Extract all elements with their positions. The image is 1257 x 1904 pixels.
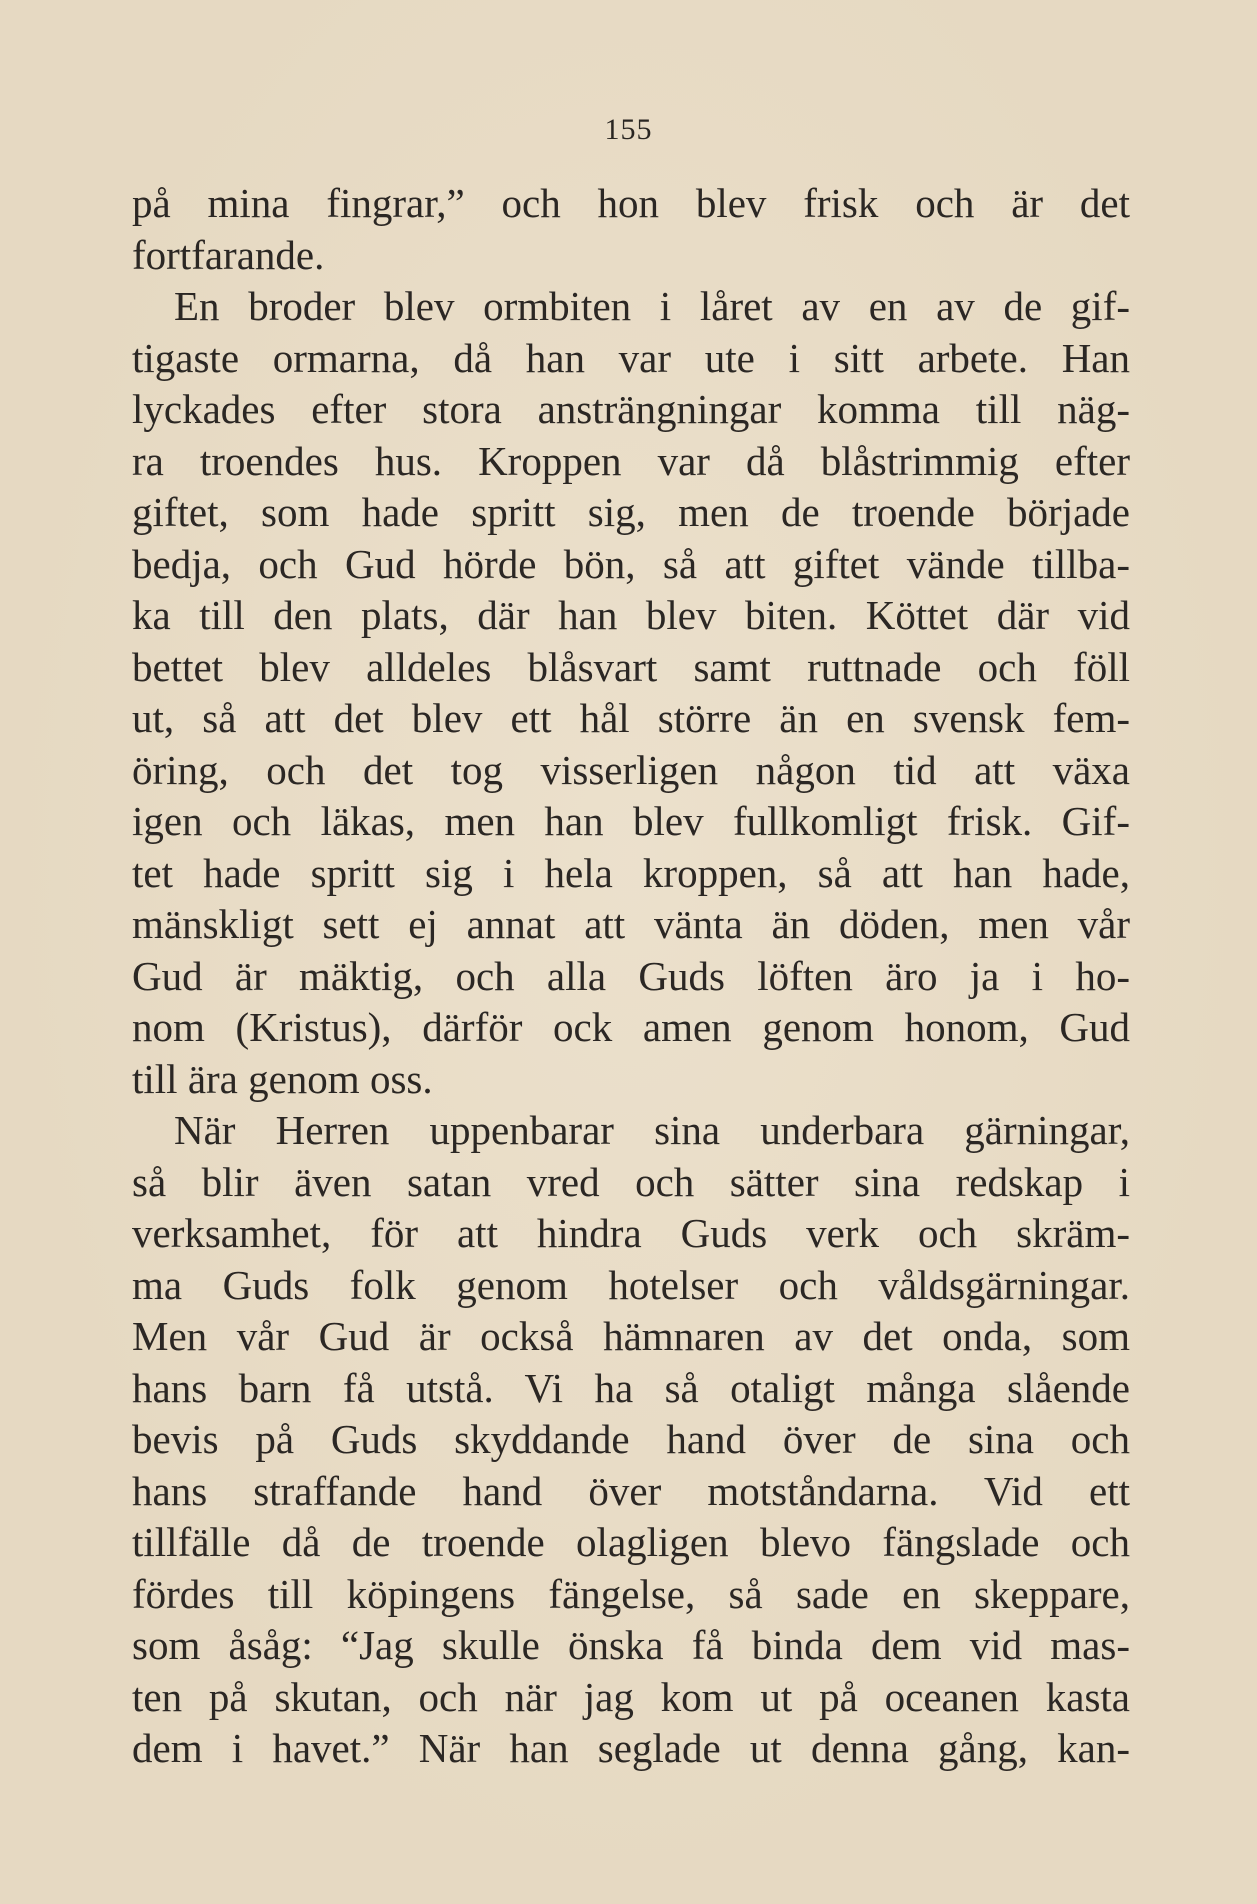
text-line: så blir även satan vred och sätter sina redskap i — [132, 1158, 1130, 1205]
text-line: fortfarande. — [132, 231, 325, 278]
text-line: till ära genom oss. — [132, 1055, 433, 1102]
text-line: dem i havet.” När han seglade ut denna gång, kan- — [132, 1725, 1130, 1771]
text-line: som åsåg: “Jag skulle önska få binda dem vid mas- — [132, 1622, 1130, 1668]
text-line: ten på skutan, och när jag kom ut på oceanen kasta — [132, 1673, 1130, 1720]
page-number: 155 — [604, 113, 653, 146]
text-line: ut, så att det blev ett hål större än en svensk fem- — [132, 695, 1130, 741]
text-line: giftet, som hade spritt sig, men de troende började — [132, 489, 1130, 535]
text-line: När Herren uppenbarar sina underbara gärningar, — [174, 1107, 1130, 1153]
text-line: mänskligt sett ej annat att vänta än döden, men vår — [132, 901, 1130, 947]
text-line: bedja, och Gud hörde bön, så att giftet vände tillba- — [132, 540, 1130, 587]
text-line: En broder blev ormbiten i låret av en av de gif- — [174, 283, 1130, 329]
text-line: ra troendes hus. Kroppen var då blåstrimmig efter — [132, 437, 1130, 484]
text-line: tillfälle då de troende olagligen blevo fängslade och — [132, 1519, 1130, 1565]
text-line: verksamhet, för att hindra Guds verk och skräm- — [132, 1210, 1130, 1256]
text-line: på mina fingrar,” och hon blev frisk och är det — [132, 180, 1130, 226]
text-line: nom (Kristus), därför ock amen genom honom, Gud — [132, 1004, 1130, 1050]
text-line: lyckades efter stora ansträngningar komma till näg- — [132, 386, 1130, 432]
text-line: tet hade spritt sig i hela kroppen, så att han hade, — [132, 849, 1130, 896]
text-line: ma Guds folk genom hotelser och våldsgärningar. — [132, 1261, 1130, 1308]
text-line: Gud är mäktig, och alla Guds löften äro ja i ho- — [132, 952, 1130, 999]
text-line: bettet blev alldeles blåsvart samt ruttnade och föll — [132, 643, 1130, 690]
text-line: bevis på Guds skyddande hand över de sina och — [132, 1416, 1130, 1462]
text-line: fördes till köpingens fängelse, så sade en skeppare, — [132, 1570, 1130, 1617]
text-line: igen och läkas, men han blev fullkomligt frisk. Gif- — [132, 798, 1130, 844]
text-line: ka till den plats, där han blev biten. Köttet där vid — [132, 592, 1130, 638]
body-text — [132, 178, 1130, 1775]
text-line: tigaste ormarna, då han var ute i sitt arbete. Han — [132, 334, 1130, 381]
text-line: hans straffande hand över motståndarna. Vid ett — [132, 1467, 1130, 1514]
text-line: hans barn få utstå. Vi ha så otaligt många slående — [132, 1364, 1130, 1411]
text-line: Men vår Gud är också hämnaren av det onda, som — [132, 1313, 1130, 1359]
text-line: öring, och det tog visserligen någon tid att växa — [132, 746, 1130, 793]
